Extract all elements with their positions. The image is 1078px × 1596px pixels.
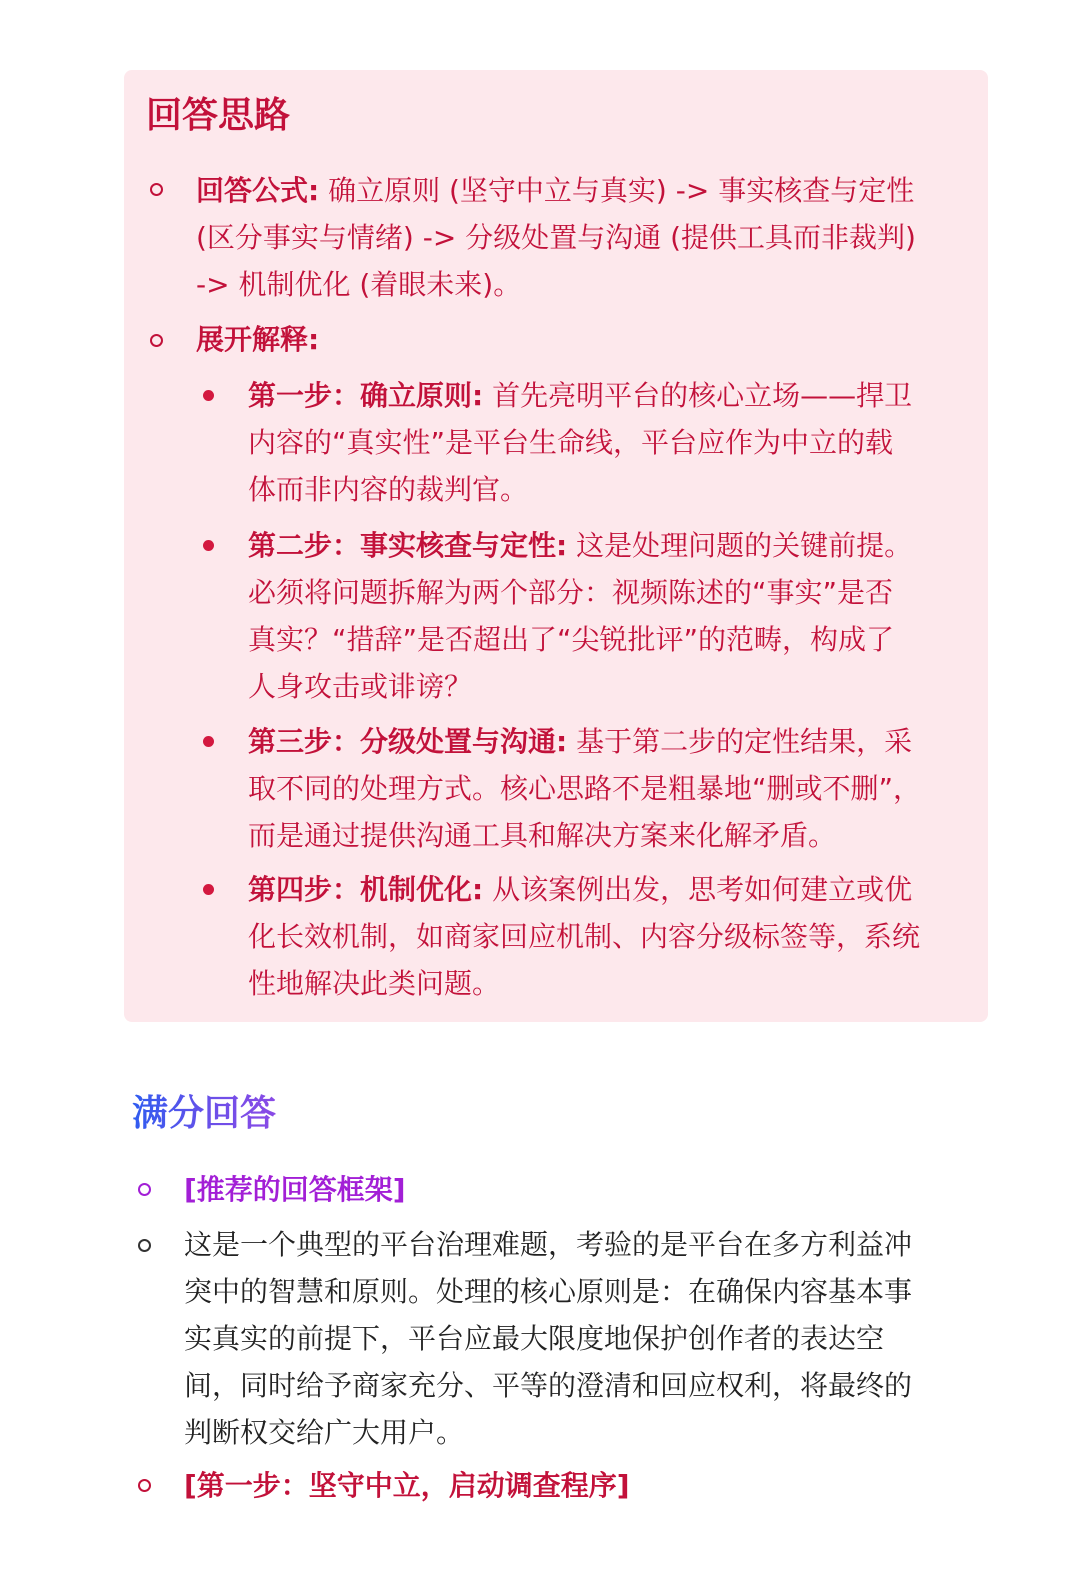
- step1-label: [第一步：坚守中立，启动调查程序]: [184, 1469, 630, 1502]
- step-line: [248, 522, 958, 569]
- intro-paragraph: [184, 1221, 964, 1456]
- step-label: 第四步：机制优化:: [248, 873, 484, 906]
- step-item: [248, 522, 958, 710]
- step-text: 首先亮明平台的核心立场——捍卫: [483, 379, 913, 412]
- explain-item: [196, 316, 319, 363]
- step-text: 这是处理问题的关键前提。: [567, 529, 913, 562]
- step-line: 化长效机制，如商家回应机制、内容分级标签等，系统: [248, 920, 921, 953]
- dot-bullet-icon: [203, 540, 214, 551]
- framework-label-item: [184, 1166, 406, 1213]
- step-line: 必须将问题拆解为两个部分：视频陈述的“事实”是否: [248, 576, 894, 609]
- step-line: 性地解决此类问题。: [248, 967, 501, 1000]
- intro-line: 突中的智慧和原则。处理的核心原则是：在确保内容基本事: [184, 1275, 913, 1308]
- circle-bullet-icon: [150, 183, 163, 196]
- step-text: 基于第二步的定性结果，采: [567, 725, 913, 758]
- step-line: [248, 372, 958, 419]
- dot-bullet-icon: [203, 884, 214, 895]
- intro-line: 实真实的前提下，平台应最大限度地保护创作者的表达空: [184, 1322, 885, 1355]
- step-item: [248, 372, 958, 513]
- formula-text-1: 确立原则 (坚守中立与真实) -> 事实核查与定性: [319, 174, 915, 207]
- intro-line: 判断权交给广大用户。: [184, 1416, 465, 1449]
- step-text: 从该案例出发，思考如何建立或优: [483, 873, 913, 906]
- step-line: 人身攻击或诽谤？: [248, 670, 473, 703]
- dot-bullet-icon: [203, 736, 214, 747]
- framework-label: [推荐的回答框架]: [184, 1173, 406, 1206]
- step-item: [248, 866, 958, 1007]
- full-score-answer-title: 满分回答: [132, 1088, 276, 1140]
- step-line: [248, 718, 958, 765]
- step-line: 内容的“真实性”是平台生命线，平台应作为中立的载: [248, 426, 894, 459]
- step-label: 第一步：确立原则:: [248, 379, 484, 412]
- circle-bullet-icon: [150, 334, 163, 347]
- step-line: [248, 866, 958, 913]
- circle-bullet-icon: [138, 1183, 151, 1196]
- step-item: [248, 718, 958, 859]
- step-line: 体而非内容的裁判官。: [248, 473, 529, 506]
- intro-line: 间，同时给予商家充分、平等的澄清和回应权利，将最终的: [184, 1369, 913, 1402]
- dot-bullet-icon: [203, 390, 214, 401]
- step-line: 而是通过提供沟通工具和解决方案来化解矛盾。: [248, 819, 837, 852]
- formula-line-1: [196, 167, 956, 214]
- formula-line-2: (区分事实与情绪) -> 分级处置与沟通 (提供工具而非裁判): [196, 221, 916, 254]
- step-label: 第三步：分级处置与沟通:: [248, 725, 568, 758]
- card-title: 回答思路: [146, 95, 291, 136]
- step1-label-item: [184, 1462, 630, 1509]
- formula-item: [196, 167, 956, 308]
- intro-line: 这是一个典型的平台治理难题，考验的是平台在多方利益冲: [184, 1228, 913, 1261]
- step-line: 取不同的处理方式。核心思路不是粗暴地“删或不删”，: [248, 772, 922, 805]
- formula-label: 回答公式:: [196, 174, 320, 207]
- circle-bullet-icon: [138, 1479, 151, 1492]
- formula-line-3: -> 机制优化 (着眼未来)。: [196, 268, 522, 301]
- explain-label: 展开解释:: [196, 323, 320, 356]
- circle-bullet-icon: [138, 1239, 151, 1252]
- step-line: 真实？“措辞”是否超出了“尖锐批评”的范畴，构成了: [248, 623, 895, 656]
- step-label: 第二步：事实核查与定性:: [248, 529, 568, 562]
